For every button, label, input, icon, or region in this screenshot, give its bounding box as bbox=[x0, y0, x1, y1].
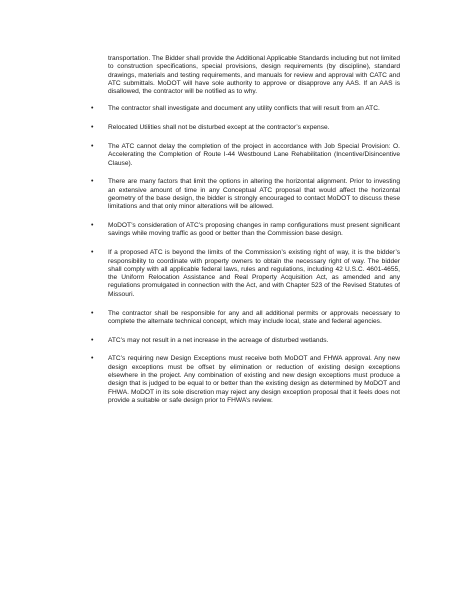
bullet-text: There are many factors that limit the options in altering the horizontal alignment. Prior to investing an extensive amount of time in any Conceptual ATC proposal that would affect the horizontal geometry of the base design, the bidder is strongly encouraged to contact MoDOT to discuss these limitations and that only minor alterations will be allowed. bbox=[108, 178, 400, 211]
bullet-text: The contractor shall be responsible for any and all additional permits or approvals necessary to complete the alternate technical concept, which may include local, state and federal agencies. bbox=[108, 309, 400, 325]
bullet-icon: • bbox=[91, 355, 94, 363]
bullet-text: The contractor shall investigate and document any utility conflicts that will result from an ATC. bbox=[108, 105, 380, 113]
bullet-icon: • bbox=[91, 222, 94, 230]
bullet-text: Relocated Utilities shall not be disturbed except at the contractor’s expense. bbox=[108, 124, 330, 132]
bullet-item-permits bbox=[91, 309, 400, 327]
document-body bbox=[91, 55, 400, 416]
bullet-item-horizontal-alignment bbox=[91, 178, 400, 211]
bullet-icon: • bbox=[91, 105, 94, 113]
bullet-item-completion-delay bbox=[91, 143, 400, 168]
bullet-item-utility-conflicts bbox=[91, 105, 400, 113]
bullet-text: ATC’s may not result in a net increase in the acreage of disturbed wetlands. bbox=[108, 336, 329, 344]
bullet-item-wetlands bbox=[91, 336, 400, 345]
bullet-icon: • bbox=[91, 178, 94, 186]
bullet-icon: • bbox=[91, 336, 94, 344]
lead-paragraph: transportation. The Bidder shall provide the Additional Applicable Standards including but not limited to construction specifications, special provisions, design requirements (by discipline), standard drawings, materials and testing requirements, and manuals for review and approval with CATC and ATC submittals. MoDOT will have sole authority to approve or disapprove any AAS. If an AAS is disallowed, the contractor will be notified as to why. bbox=[108, 55, 400, 96]
bullet-icon: • bbox=[91, 124, 94, 132]
bullet-icon: • bbox=[91, 309, 94, 317]
bullet-text: ATC’s requiring new Design Exceptions must receive both MoDOT and FHWA approval. Any new design exceptions must be offset by elimination or reduction of existing design exceptions elsewhere in the project. Any combination of existing and new design exceptions must produce a design that is judged to be equal to or better than the existing design as determined by MoDOT and FHWA. MoDOT in its sole discretion may reject any design exception proposal that it feels does not provide a suitable or safe design prior to FHWA’s review. bbox=[108, 355, 400, 404]
bullet-item-design-exceptions bbox=[91, 355, 400, 405]
bullet-item-ramp-configurations bbox=[91, 222, 400, 239]
bullet-item-right-of-way bbox=[91, 249, 400, 299]
bullet-icon: • bbox=[91, 143, 94, 151]
bullet-text: MoDOT’s consideration of ATC’s proposing changes in ramp configurations must present significant savings while moving traffic as good or better than the Commission base design. bbox=[108, 222, 400, 238]
bullet-icon: • bbox=[91, 249, 94, 257]
bullet-text: The ATC cannot delay the completion of the project in accordance with Job Special Provision: O. Accelerating the Completion of Route I-44 Westbound Lane Rehabilitation (Incentive/Disincentive Clause). bbox=[108, 143, 400, 167]
bullet-item-relocated-utilities bbox=[91, 124, 400, 132]
bullet-text: If a proposed ATC is beyond the limits of the Commission’s existing right of way, it is the bidder’s responsibility to coordinate with property owners to obtain the necessary right of way. The bidder shall comply with all applicable federal laws, rules and regulations, including 42 U.S.C. 4601-4655, the Uniform Relocation Assistance and Real Property Acquisition Act, as amended and any regulations promulgated in connection with the Act, and with Chapter 523 of the Revised Statutes of Missouri. bbox=[108, 249, 400, 298]
